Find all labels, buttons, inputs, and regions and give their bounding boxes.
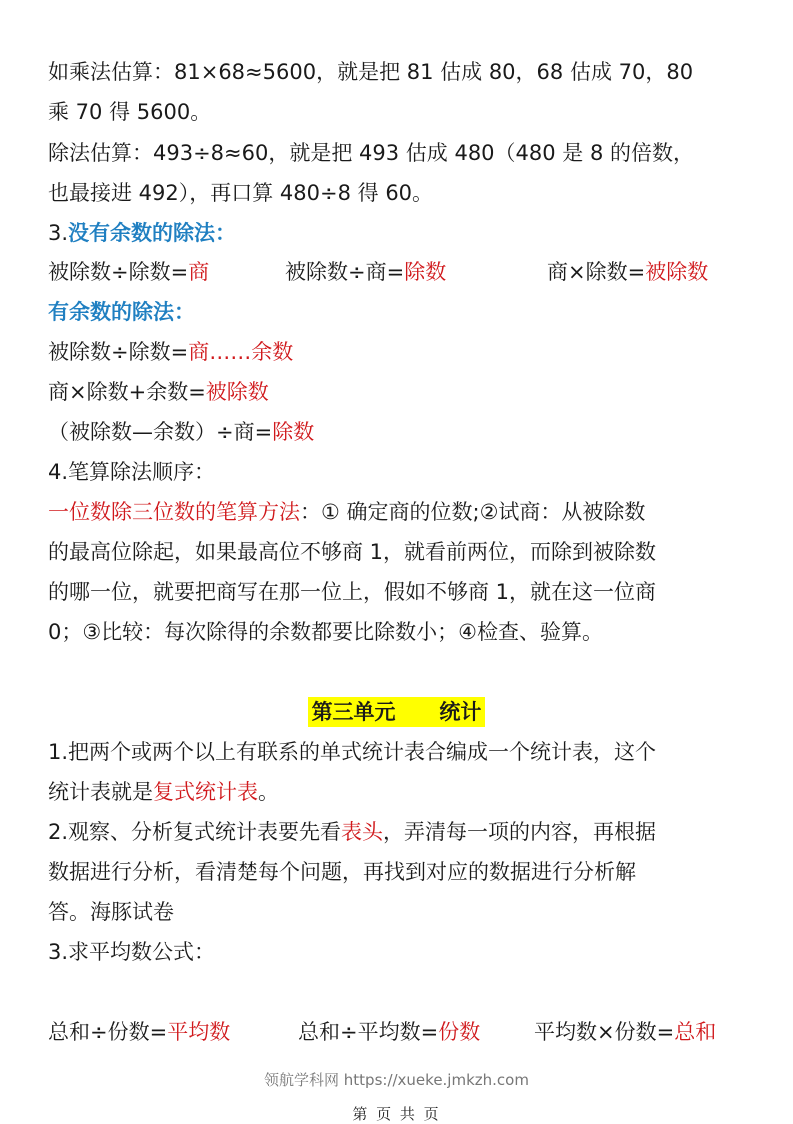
text-line: 也最接进 492），再口算 480÷8 得 60。 (48, 181, 434, 205)
subheading-with-remainder: 有余数的除法： (48, 300, 195, 324)
text-line: 乘 70 得 5600。 (48, 100, 212, 124)
text-line: 1.把两个或两个以上有联系的单式统计表合编成一个统计表，这个 (48, 740, 657, 764)
text-line: 4.笔算除法顺序： (48, 460, 216, 484)
text-line: 除法估算：493÷8≈60，就是把 493 估成 480（480 是 8 的倍数， (48, 141, 695, 165)
section-title: 第三单元 统计 (308, 697, 486, 727)
list-number: 3. (48, 221, 69, 245)
formula-average-2: 总和÷平均数=份数 (298, 1020, 481, 1044)
formula-average-1: 总和÷份数=平均数 (48, 1020, 231, 1044)
page-number: 第 页 共 页 (352, 1105, 441, 1123)
formula-line: （被除数—余数）÷商=除数 (48, 420, 315, 444)
formula-line: 被除数÷除数=商……余数 (48, 340, 294, 364)
formula-2: 被除数÷商=除数 (285, 260, 447, 284)
section-title-wrap (0, 697, 793, 727)
formula-1: 被除数÷除数=商 (48, 260, 210, 284)
text-line: 的哪一位，就要把商写在那一位上，假如不够商 1，就在这一位商 (48, 580, 657, 604)
formula-line: 商×除数+余数=被除数 (48, 380, 269, 404)
text-line: 0；③比较：每次除得的余数都要比除数小；④检查、验算。 (48, 620, 604, 644)
formula-3: 商×除数=被除数 (547, 260, 709, 284)
subheading-no-remainder (48, 219, 236, 247)
text-line: 统计表就是复式统计表。 (48, 780, 279, 804)
text-line: 的最高位除起，如果最高位不够商 1，就看前两位，而除到被除数 (48, 540, 657, 564)
text-line: 一位数除三位数的笔算方法：① 确定商的位数;②试商：从被除数 (48, 500, 646, 524)
formula-row-average (48, 1018, 748, 1046)
subheading-text: 没有余数的除法： (68, 221, 237, 245)
formula-average-3: 平均数×份数=总和 (534, 1020, 717, 1044)
footer-watermark: 领航学科网 https://xueke.jmkzh.com (264, 1071, 529, 1089)
text-line: 3.求平均数公式： (48, 940, 216, 964)
text-line: 如乘法估算：81×68≈5600，就是把 81 估成 80，68 估成 70，80 (48, 60, 694, 84)
formula-row-no-remainder (48, 258, 748, 286)
text-line: 答。海豚试卷 (48, 900, 174, 924)
text-line: 数据进行分析，看清楚每个问题，再找到对应的数据进行分析解 (48, 860, 636, 884)
text-line: 2.观察、分析复式统计表要先看表头，弄清每一项的内容，再根据 (48, 820, 657, 844)
